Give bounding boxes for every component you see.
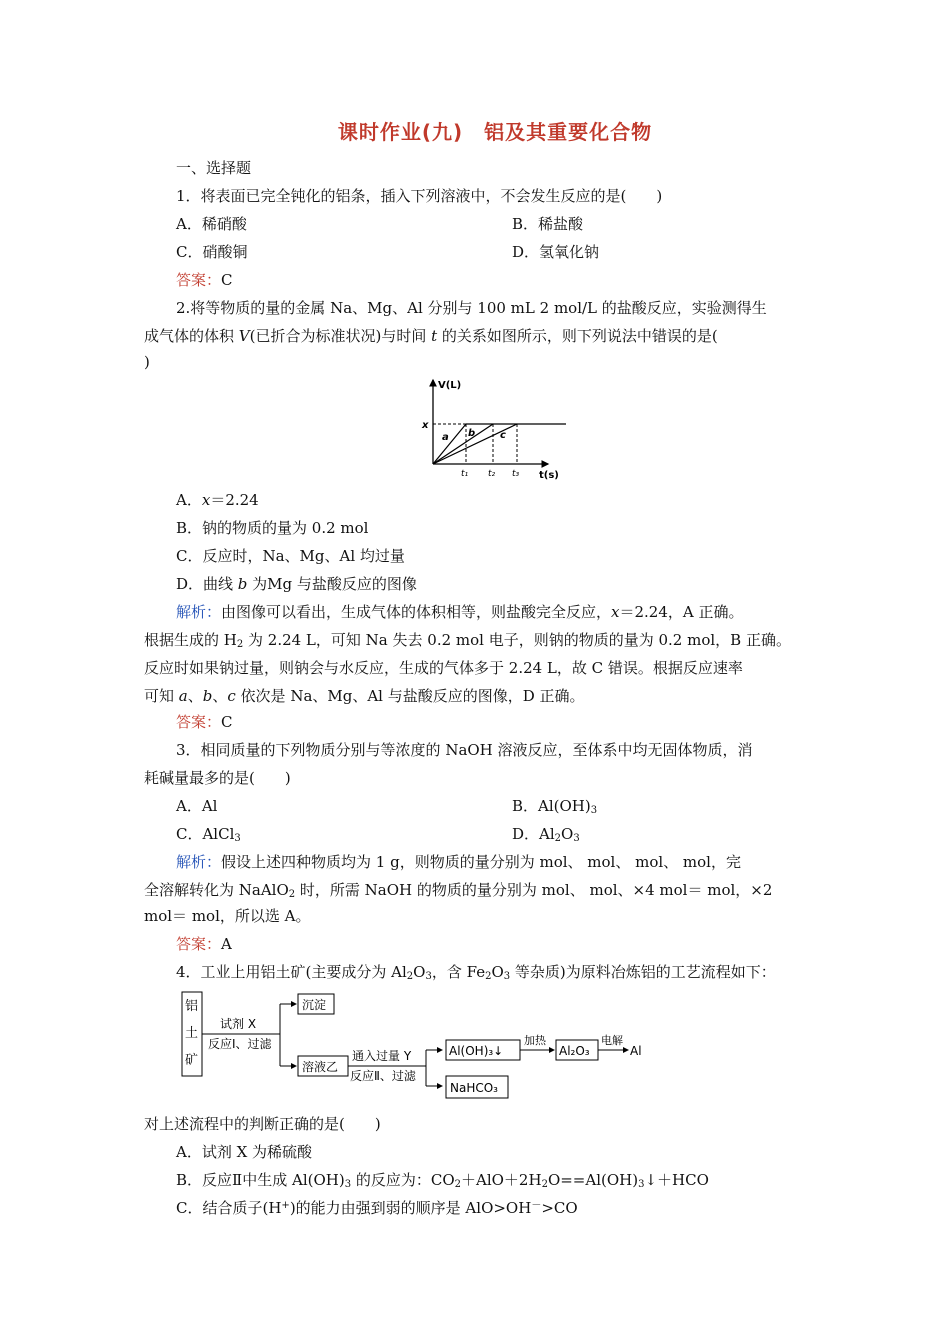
page-title: 课时作业(九) 铝及其重要化合物 (337, 120, 653, 144)
svg-text:矿: 矿 (185, 1053, 199, 1068)
q4-option-b: B．反应Ⅱ中生成 $Al(OH)_3$ 的反应为：$CO_2+AlO+2H_2O==Al(OH)_3↓+HCO$ (176, 1171, 709, 1190)
q3-analysis-line3: mol＝ mol，所以选 A。 (144, 907, 311, 925)
svg-text:Al(OH)₃↓: Al(OH)₃↓ (449, 1044, 504, 1058)
q3-option-d: D．$Al_2O_3$ (512, 825, 580, 844)
svg-text:通入过量 Y: 通入过量 Y (352, 1049, 412, 1063)
y-axis-label: V(L) (438, 380, 462, 391)
q1-option-b: B．稀盐酸 (512, 215, 584, 233)
q2-answer: 答案：C (176, 713, 233, 731)
q3-stem-line1: 3．相同质量的下列物质分别与等浓度的 NaOH 溶液反应，至体系中均无固体物质，消 (176, 741, 753, 759)
svg-text:试剂 X: 试剂 X (220, 1017, 257, 1031)
q2-analysis-line2: 根据生成的 $H_2$ 为 2.24 L，可知 Na 失去 0.2 mol 电子，则钠的物质的量为 0.2 mol，B 正确。 (144, 631, 791, 650)
svg-text:电解: 电解 (601, 1034, 623, 1047)
q2-option-d: D．曲线 b 为Mg 与盐酸反应的图像 (176, 575, 417, 593)
q3-option-b: B．$Al(OH)_3$ (512, 797, 598, 816)
q3-analysis-line2: 全溶解转化为 NaAlO$_2$ 时，所需 NaOH 的物质的量分别为 mol、 mol、×4 mol＝ mol，×2 (144, 881, 773, 900)
q4-option-a: A．试剂 X 为稀硫酸 (176, 1143, 313, 1161)
x-level-label: x (422, 420, 429, 431)
svg-text:加热: 加热 (524, 1034, 546, 1047)
q4-judge: 对上述流程中的判断正确的是( ) (144, 1115, 381, 1133)
q3-answer: 答案：A (176, 935, 232, 953)
t2-label: t₂ (488, 469, 496, 479)
curve-b (433, 424, 493, 464)
answer-label: 答案： (176, 271, 222, 289)
x-axis-label: t(s) (539, 470, 559, 481)
q1-answer (176, 270, 233, 290)
q2-graph (418, 374, 568, 486)
svg-text:铝: 铝 (185, 999, 199, 1014)
t1-label: t₁ (461, 469, 469, 479)
svg-text:Al: Al (630, 1044, 642, 1058)
q3-stem-line2: 耗碱量最多的是( ) (144, 769, 291, 787)
curve-c-label: c (500, 430, 506, 441)
curve-a-label: a (442, 432, 449, 443)
svg-text:沉淀: 沉淀 (302, 998, 327, 1012)
svg-text:NaHCO₃: NaHCO₃ (450, 1081, 498, 1095)
svg-text:反应Ⅱ、过滤: 反应Ⅱ、过滤 (350, 1069, 416, 1083)
q3-option-c: C．AlCl$_3$ (176, 825, 241, 844)
svg-text:溶液乙: 溶液乙 (302, 1060, 339, 1074)
svg-text:土: 土 (185, 1026, 199, 1041)
q4-stem: 4．工业上用铝土矿(主要成分为 $Al_2O_3$，含 $Fe_2O_3$ 等杂质)为原料冶炼铝的工艺流程如下： (176, 963, 776, 982)
q1-option-d: D．氢氧化钠 (512, 243, 600, 261)
curve-a (433, 424, 466, 464)
q2-stem-line3: ) (144, 353, 150, 371)
q1-option-c: C．硝酸铜 (176, 243, 248, 261)
q2-option-a: A．x＝2.24 (176, 491, 259, 509)
curve-b-label: b (468, 428, 476, 439)
q2-analysis-line3: 反应时如果钠过量，则钠会与水反应，生成的气体多于 2.24 L，故 C 错误。根据反应速率 (144, 659, 743, 677)
q1-option-a: A．稀硝酸 (176, 215, 247, 233)
q4-option-c: C．结合质子(H+)的能力由强到弱的顺序是 AlO>OH－>CO (176, 1199, 578, 1217)
q3-option-a: A．Al (176, 797, 218, 815)
t3-label: t₃ (512, 469, 520, 479)
analysis-label: 解析： (176, 603, 222, 621)
q2-stem-line2: 成气体的体积 V(已折合为标准状况)与时间 t 的关系如图所示，则下列说法中错误的是( (144, 327, 718, 345)
q4-flowchart (176, 988, 656, 1106)
q2-analysis-line4: 可知 a、b、c 依次是 Na、Mg、Al 与盐酸反应的图像，D 正确。 (144, 687, 585, 705)
q2-analysis-line1: 解析：由图像可以看出，生成气体的体积相等，则盐酸完全反应，x＝2.24，A 正确。 (176, 603, 744, 621)
answer-value: C (221, 271, 233, 289)
q2-stem-line1: 2.将等物质的量的金属 Na、Mg、Al 分别与 100 mL 2 mol/L 的盐酸反应，实验测得生 (176, 299, 767, 317)
q2-option-b: B．钠的物质的量为 0.2 mol (176, 519, 369, 537)
q1-stem: 1．将表面已完全钝化的铝条，插入下列溶液中，不会发生反应的是( ) (176, 187, 663, 205)
section-heading: 一、选择题 (176, 159, 252, 177)
svg-text:反应Ⅰ、过滤: 反应Ⅰ、过滤 (208, 1037, 272, 1051)
q2-option-c: C．反应时，Na、Mg、Al 均过量 (176, 547, 405, 565)
q3-analysis-line1: 解析：假设上述四种物质均为 1 g，则物质的量分别为 mol、 mol、 mol、 mol，完 (176, 853, 741, 871)
svg-text:Al₂O₃: Al₂O₃ (559, 1044, 590, 1058)
